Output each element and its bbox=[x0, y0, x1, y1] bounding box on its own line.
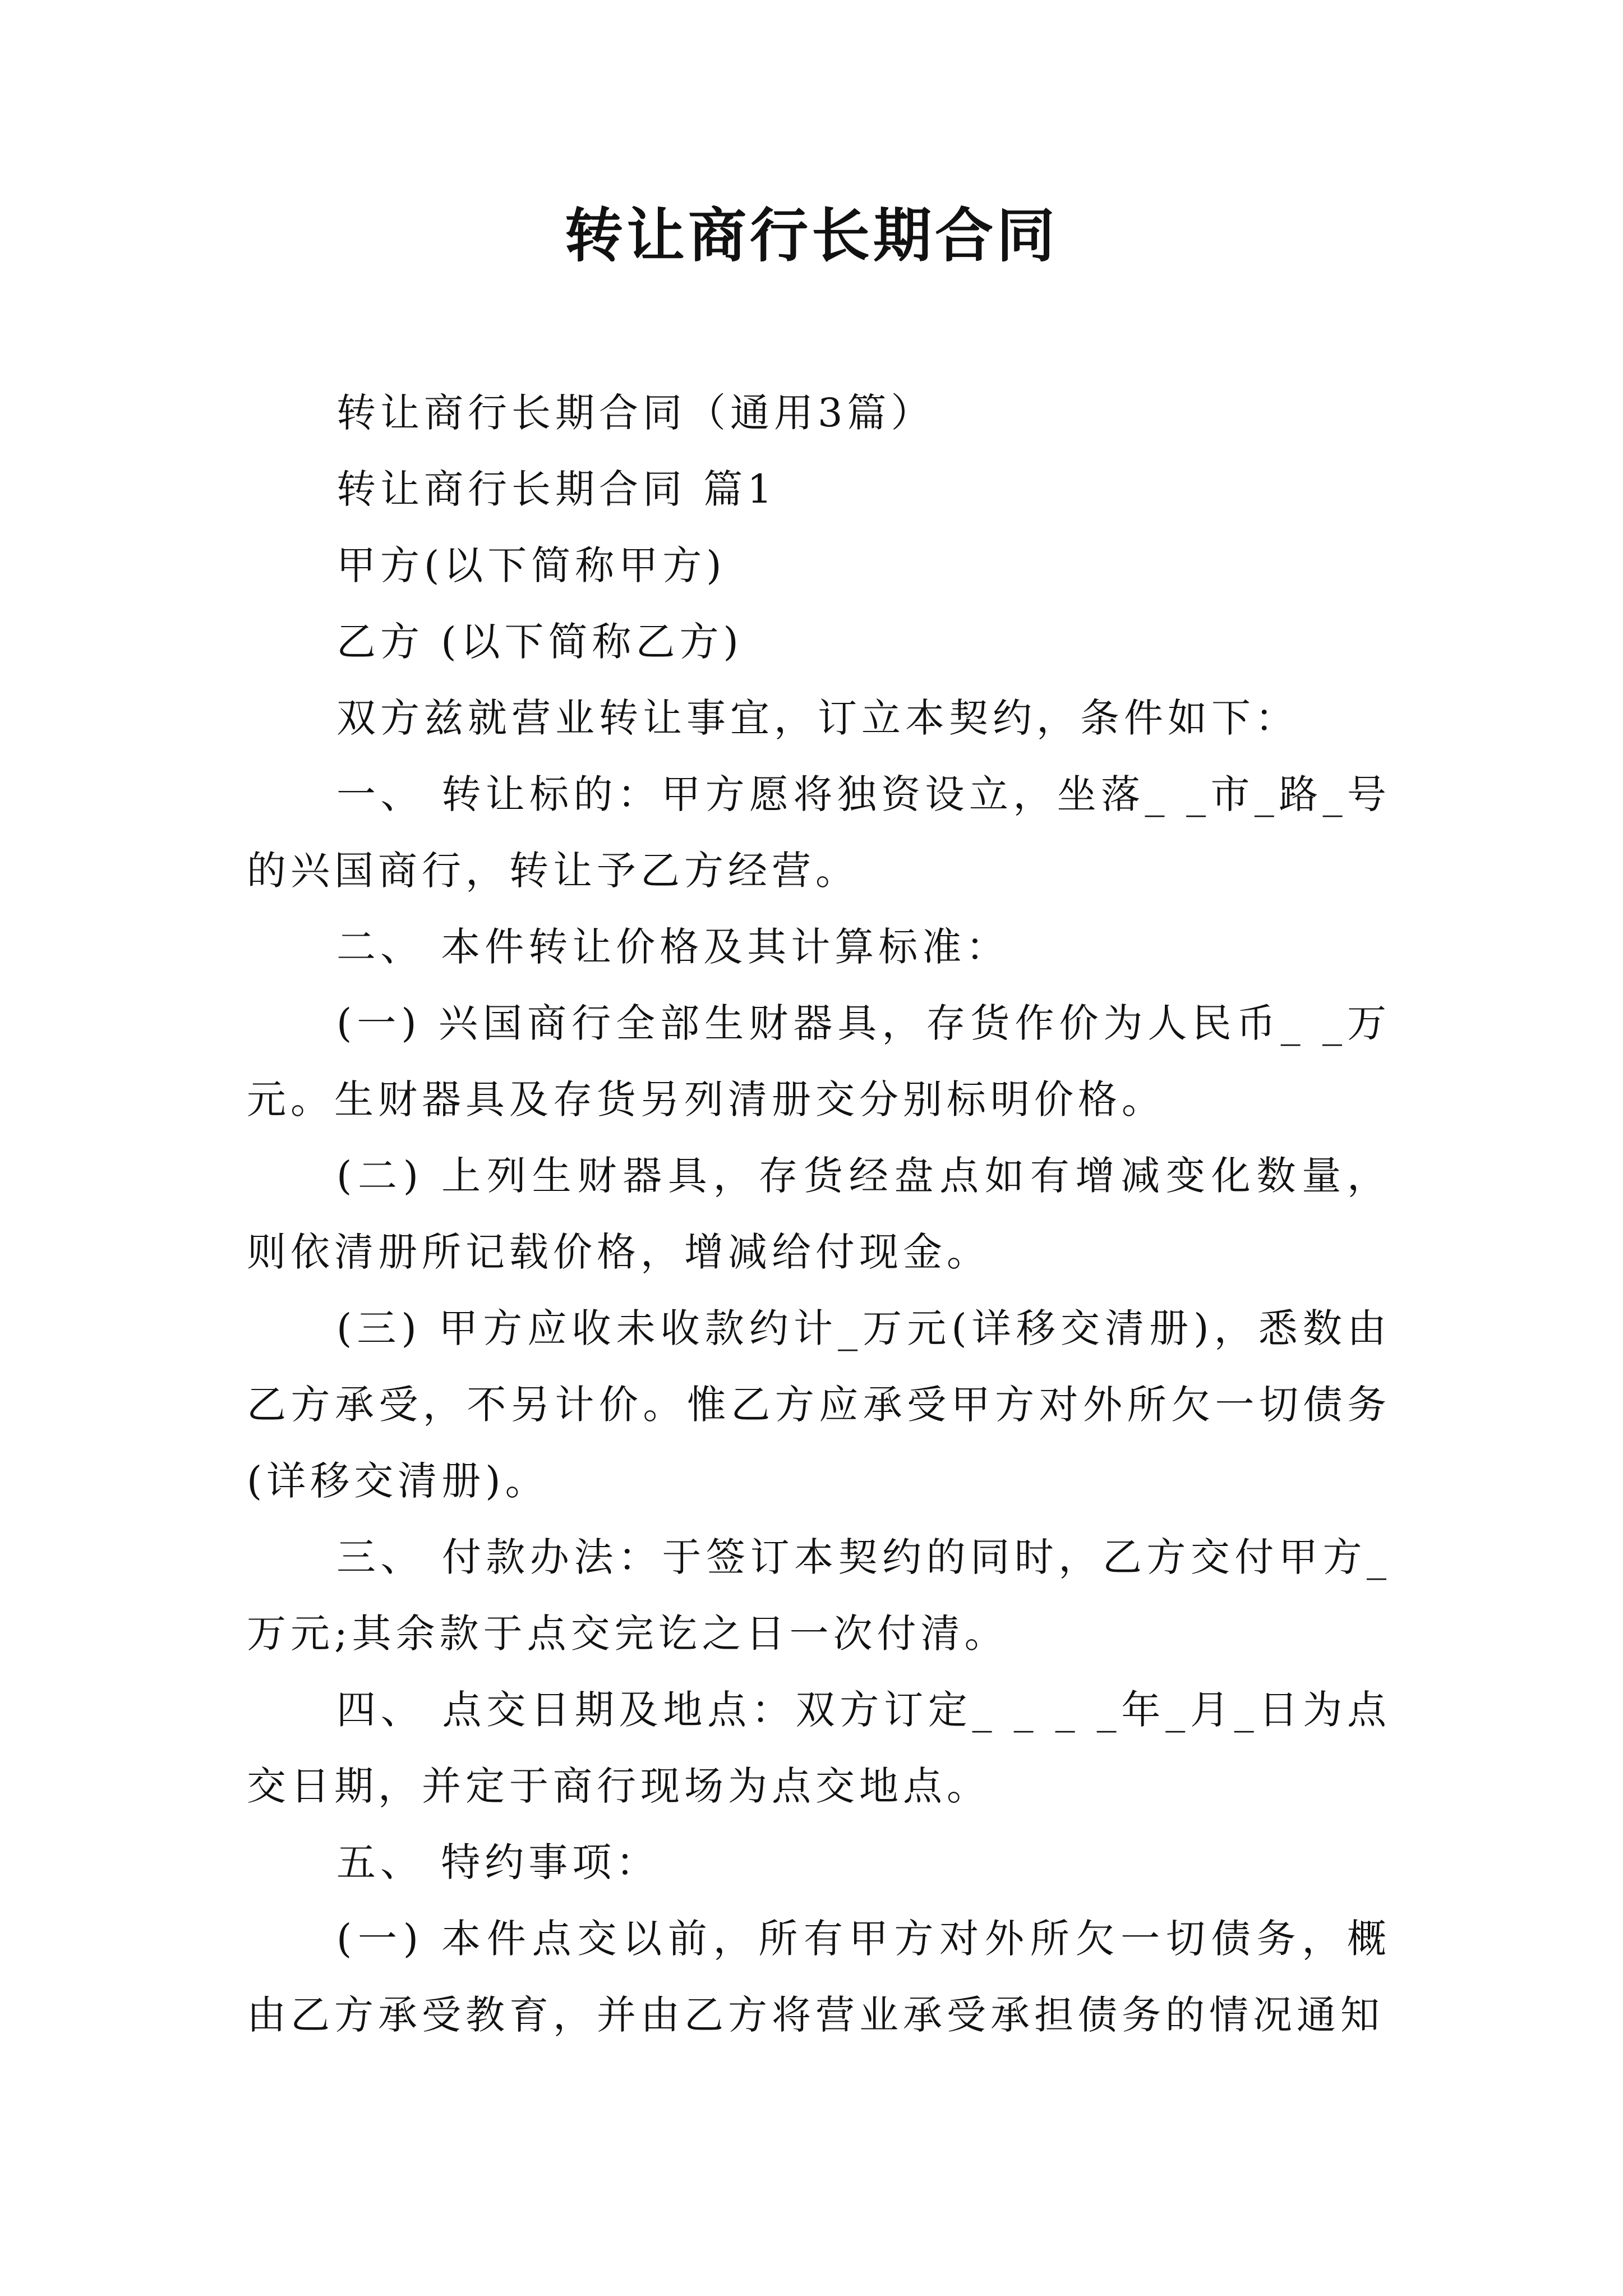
paragraph-intro: 双方兹就营业转让事宜，订立本契约，条件如下： bbox=[336, 695, 1299, 741]
paragraph-clause-3: 三、 付款办法：于签订本契约的同时，乙方交付甲方_万元;其余款于点交完讫之日一次付清。 bbox=[247, 1534, 1391, 1657]
paragraph-party-b: 乙方 (以下简称乙方) bbox=[336, 619, 743, 665]
paragraph-clause-2-item-1: (一) 兴国商行全部生财器具，存货作价为人民币_ _万元。生财器具及存货另列清册交分别标明价格。 bbox=[247, 1000, 1391, 1122]
paragraph-clause-5: 五、 特约事项： bbox=[336, 1839, 660, 1885]
paragraph-heading-collection: 转让商行长期合同（通用3篇） bbox=[336, 390, 935, 436]
document-body bbox=[247, 375, 1391, 2053]
document-title: 转让商行长期合同 bbox=[564, 201, 1058, 270]
paragraph-clause-2: 二、 本件转让价格及其计算标准： bbox=[336, 924, 1010, 970]
paragraph-clause-5-item-1: (一) 本件点交以前，所有甲方对外所欠一切债务，概由乙方承受教育，并由乙方将营业承受承担债务的情况通知 bbox=[247, 1916, 1391, 2038]
paragraph-clause-1: 一、 转让标的：甲方愿将独资设立，坐落_ _市_路_号的兴国商行，转让予乙方经营。 bbox=[247, 771, 1391, 894]
paragraph-clause-2-item-2: (二) 上列生财器具，存货经盘点如有增减变化数量，则依清册所记载价格，增减给付现金。 bbox=[247, 1153, 1391, 1275]
paragraph-party-a: 甲方(以下简称甲方) bbox=[336, 542, 726, 588]
paragraph-clause-2-item-3: (三) 甲方应收未收款约计_万元(详移交清册)，悉数由乙方承受，不另计价。惟乙方应承受甲方对外所欠一切债务(详移交清册)。 bbox=[247, 1305, 1391, 1504]
paragraph-heading-part-1: 转让商行长期合同 篇1 bbox=[336, 466, 777, 512]
paragraph-clause-4: 四、 点交日期及地点：双方订定_ _ _ _年_月_日为点交日期，并定于商行现场为点交地点。 bbox=[247, 1687, 1391, 1809]
